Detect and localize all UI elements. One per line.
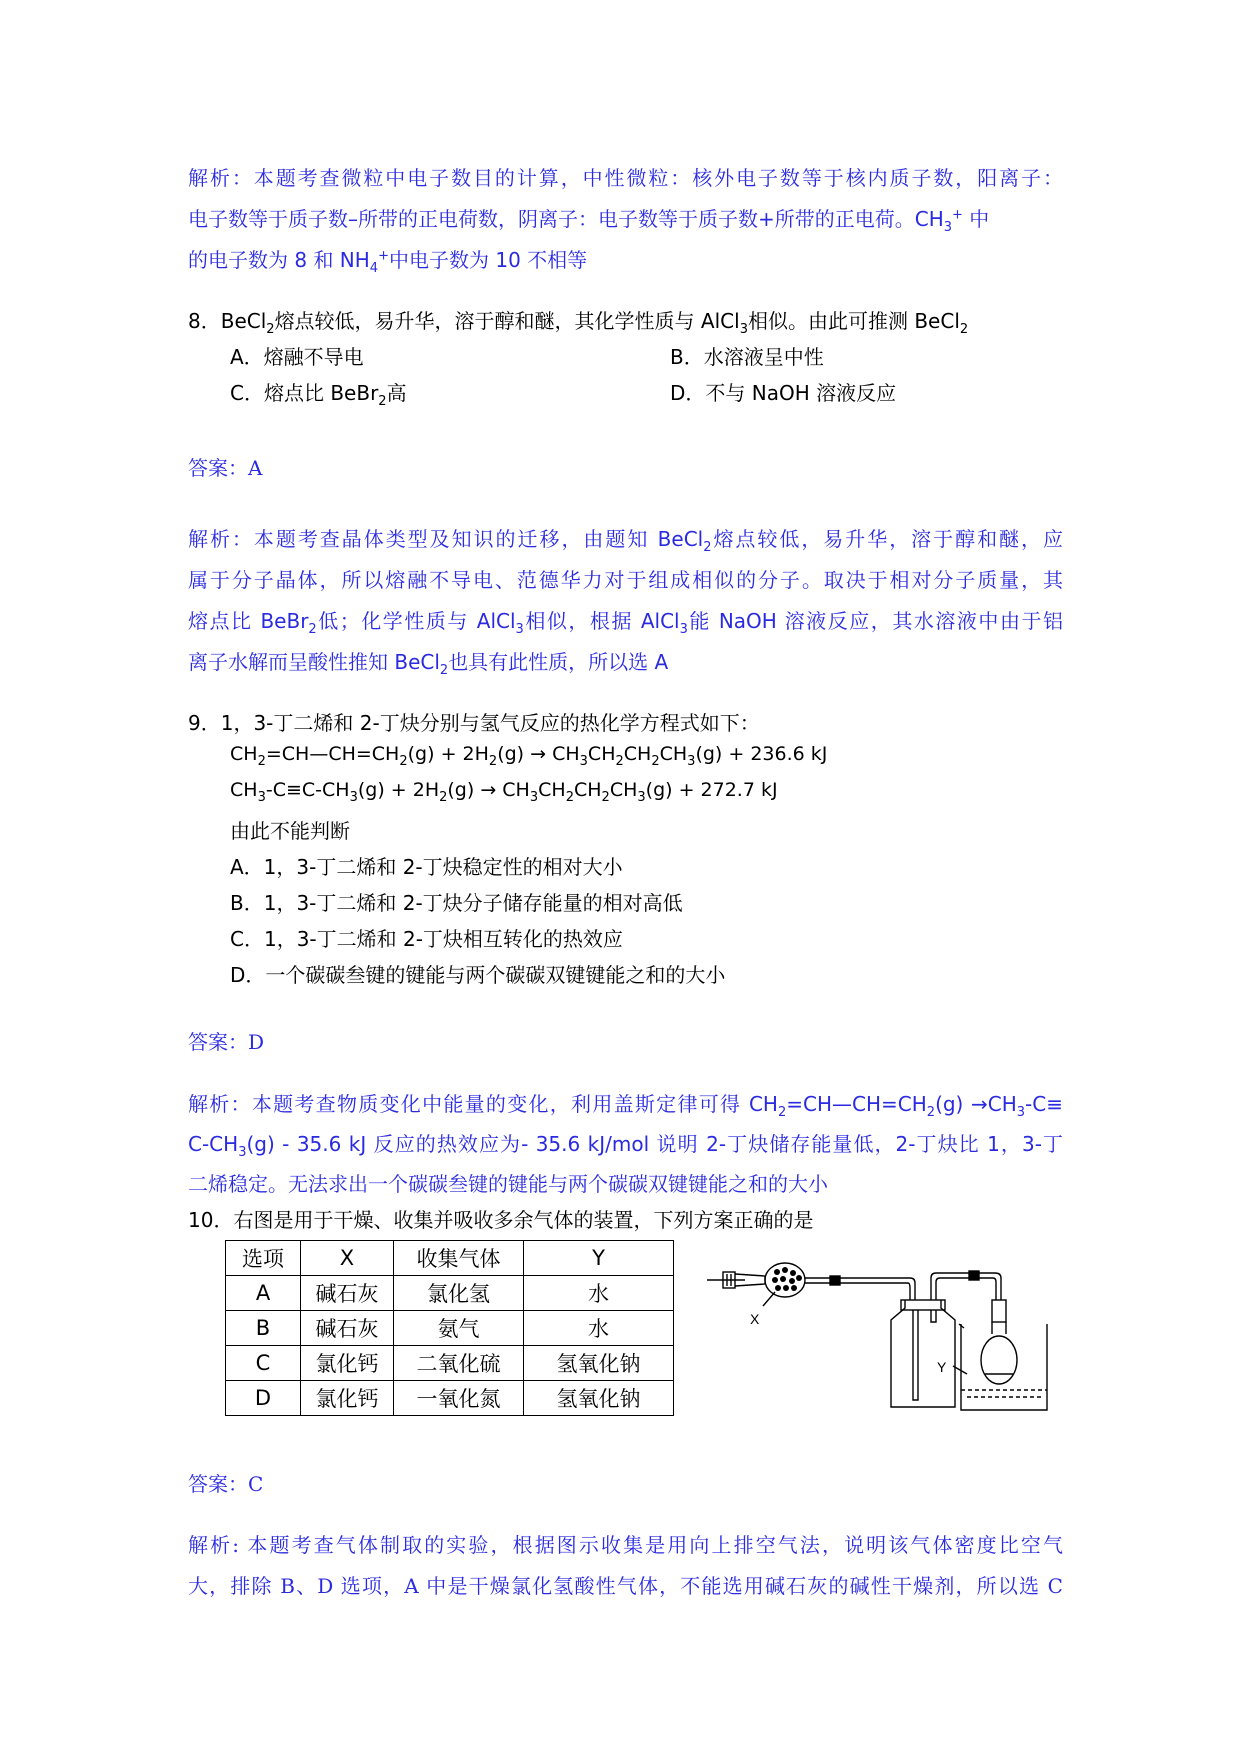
q8-analysis-line2: 属于分子晶体，所以熔融不导电、范德华力对于组成相似的分子。取决于相对分子质量，其: [188, 568, 1063, 592]
formula-subscript: 2: [257, 753, 266, 769]
table-cell: 二氧化硫: [394, 1346, 524, 1381]
formula-subscript: 2: [488, 753, 498, 769]
table-cell: 氢氧化钠: [524, 1346, 674, 1381]
table-cell: A: [226, 1276, 301, 1311]
formula-text: (g) → CH: [497, 743, 580, 765]
q10-analysis-line1: 解析: 本题考查气体制取的实验，根据图示收集是用向上排空气法，说明该气体密度比空气: [188, 1533, 1063, 1557]
table-cell: D: [226, 1381, 301, 1416]
table-row: [226, 1381, 674, 1416]
formula-text: =CH—CH=CH: [786, 1092, 927, 1116]
formula-text: (g) + 2H: [357, 779, 440, 801]
q8-analysis-line3: 熔点比 BeBr$_2$低；化学性质与 AlCl$_3$相似，根据 AlCl$_3$能 NaOH 溶液反应，其水溶液中由于铝: [188, 609, 1064, 637]
table-cell: 碱石灰: [301, 1311, 394, 1346]
q8-analysis-line4: 离子水解而呈酸性推知 BeCl$_2$也具有此性质，所以选 A: [188, 650, 669, 678]
figure-label-x: X: [750, 1311, 760, 1327]
q9-option-a: A．1，3-丁二烯和 2-丁炔稳定性的相对大小: [230, 855, 623, 879]
formula-subscript: 3: [349, 789, 358, 805]
table-cell: 氯化钙: [301, 1381, 394, 1416]
q8-option-a: A．熔融不导电: [230, 345, 364, 369]
formula-subscript: 2: [615, 753, 624, 769]
q9-judge: 由此不能判断: [230, 819, 350, 843]
table-header-cell: X: [301, 1241, 394, 1276]
q10-stem: 10．右图是用于干燥、收集并吸收多余气体的装置，下列方案正确的是: [188, 1208, 814, 1232]
table-row: [226, 1346, 674, 1381]
table-cell: 水: [524, 1276, 674, 1311]
formula-text: CH: [538, 779, 566, 801]
table-row: [226, 1276, 674, 1311]
q8-option-d: D．不与 NaOH 溶液反应: [670, 381, 897, 405]
q9-option-b: B．1，3-丁二烯和 2-丁炔分子储存能量的相对高低: [230, 891, 683, 915]
q8-stem: 8．BeCl$_2$熔点较低，易升华，溶于醇和醚，其化学性质与 AlCl$_3$相似。由此可推测 BeCl$_2$: [188, 309, 969, 337]
table-row: [226, 1311, 674, 1346]
formula-subscript: 3: [529, 789, 539, 805]
q8-answer: 答案：A: [188, 456, 263, 480]
formula-subscript: 2: [777, 1105, 787, 1120]
table-cell: 氨气: [394, 1311, 524, 1346]
q7-analysis-line1: 解析：本题考查微粒中电子数目的计算，中性微粒：核外电子数等于核内质子数，阳离子：: [188, 166, 1063, 190]
q10-analysis-line2: 大，排除 B、D 选项，A 中是干燥氯化氢酸性气体，不能选用碱石灰的碱性干燥剂，所以选 C: [188, 1574, 1063, 1598]
formula-text: (g) + 236.6 kJ: [695, 743, 828, 765]
formula-subscript: 2: [651, 753, 660, 769]
q9-option-c: C．1，3-丁二烯和 2-丁炔相互转化的热效应: [230, 927, 623, 951]
table-cell: 水: [524, 1311, 674, 1346]
formula-subscript: 3: [238, 1145, 247, 1160]
formula-subscript: 3: [687, 753, 696, 769]
formula-subscript: 2: [926, 1105, 936, 1120]
formula-subscript: 2: [439, 789, 448, 805]
formula-text: (g) → CH: [447, 779, 530, 801]
formula-subscript: 3: [637, 789, 646, 805]
formula-subscript: 3: [579, 753, 588, 769]
formula-text: -C≡: [1025, 1092, 1063, 1116]
q10-options-table: [225, 1240, 674, 1416]
formula-text: CH: [659, 743, 688, 765]
q8-option-c: C．熔点比 BeBr$_2$高: [230, 381, 407, 409]
q9-analysis-line3: 二烯稳定。无法求出一个碳碳叁键的键能与两个碳碳双键键能之和的大小: [188, 1172, 828, 1196]
formula-text: 解析：本题考查物质变化中能量的变化，利用盖斯定律可得 CH: [188, 1092, 778, 1116]
formula-text: CH: [573, 779, 602, 801]
formula-text: (g) - 35.6 kJ 反应的热效应为- 35.6 kJ/mol 说明 2-丁炔储存能量低，2-丁炔比 1，3-丁: [246, 1132, 1063, 1156]
q9-equation-2: [230, 779, 778, 805]
q9-option-d: D．一个碳碳叁键的键能与两个碳碳双键键能之和的大小: [230, 963, 726, 987]
table-cell: 氯化氢: [394, 1276, 524, 1311]
table-header-cell: Y: [524, 1241, 674, 1276]
q7-analysis-line2: 电子数等于质子数–所带的正电荷数，阴离子：电子数等于质子数+所带的正电荷。$CH_3^+$ 中: [188, 207, 990, 235]
formula-text: CH: [587, 743, 616, 765]
formula-text: CH: [623, 743, 652, 765]
apparatus-figure: [705, 1262, 1050, 1422]
formula-text: -C≡C-CH: [265, 779, 350, 801]
formula-text: CH: [230, 779, 258, 801]
table-cell: 一氧化氮: [394, 1381, 524, 1416]
table-cell: 氢氧化钠: [524, 1381, 674, 1416]
table-header-cell: 收集气体: [394, 1241, 524, 1276]
formula-subscript: 3: [1016, 1105, 1026, 1120]
q7-analysis-line3: 的电子数为 8 和 $NH_4^+$中电子数为 10 不相等: [188, 248, 588, 276]
formula-text: CH: [230, 743, 258, 765]
table-cell: C: [226, 1346, 301, 1381]
q9-analysis-line1: [188, 1088, 1063, 1120]
formula-text: (g) →CH: [935, 1092, 1017, 1116]
q9-analysis-line2: [188, 1128, 1063, 1160]
table-cell: B: [226, 1311, 301, 1346]
table-cell: 氯化钙: [301, 1346, 394, 1381]
q8-analysis-line1: 解析：本题考查晶体类型及知识的迁移，由题知 BeCl$_2$熔点较低，易升华，溶于醇和醚，应: [188, 527, 1063, 555]
q9-equation-1: [230, 743, 828, 769]
formula-text: =CH—CH=CH: [265, 743, 400, 765]
formula-text: (g) + 2H: [407, 743, 489, 765]
formula-text: C-CH: [188, 1132, 239, 1156]
formula-subscript: 2: [601, 789, 610, 805]
formula-subscript: 2: [565, 789, 574, 805]
table-header-cell: 选项: [226, 1241, 301, 1276]
q10-answer: 答案：C: [188, 1472, 264, 1496]
q8-option-b: B．水溶液呈中性: [670, 345, 824, 369]
formula-text: CH: [609, 779, 638, 801]
formula-subscript: 3: [257, 789, 266, 805]
figure-label-y: Y: [937, 1359, 947, 1375]
q9-answer: 答案：D: [188, 1030, 265, 1054]
formula-text: (g) + 272.7 kJ: [645, 779, 778, 801]
table-header-row: [226, 1241, 674, 1276]
table-cell: 碱石灰: [301, 1276, 394, 1311]
formula-subscript: 2: [399, 753, 408, 769]
q9-stem: 9．1，3-丁二烯和 2-丁炔分别与氢气反应的热化学方程式如下：: [188, 711, 760, 735]
